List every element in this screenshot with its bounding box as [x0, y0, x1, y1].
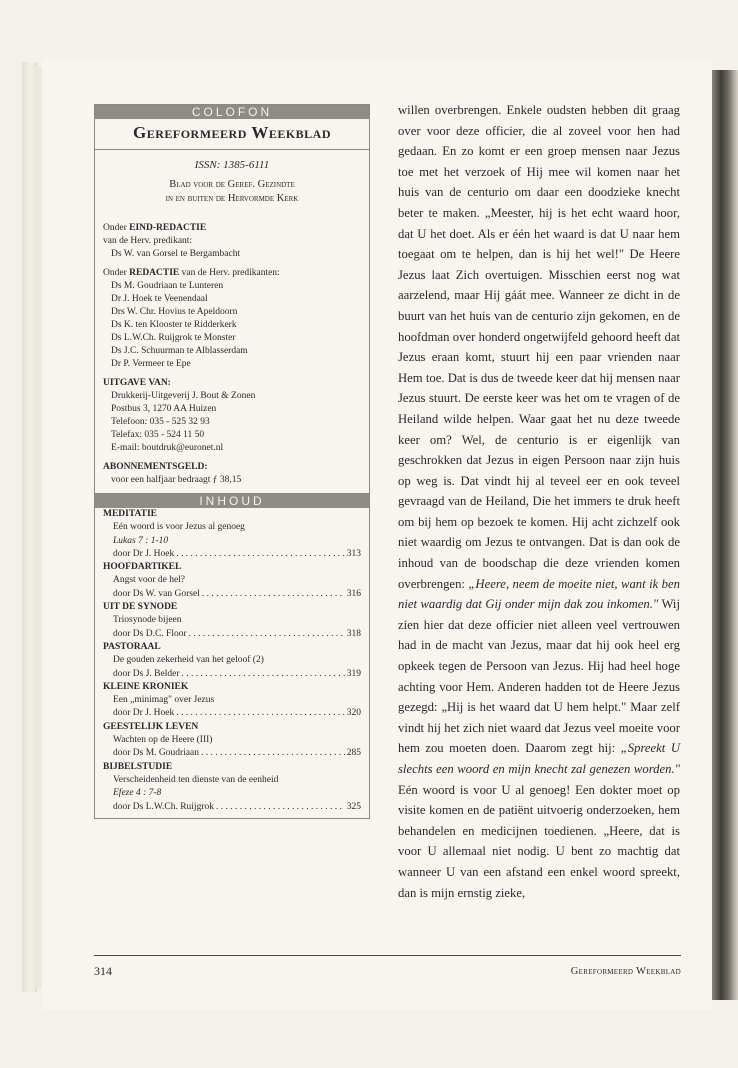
toc-leader-dots [216, 801, 345, 814]
toc-entry [95, 561, 369, 601]
toc-author: door Ds J. Belder [113, 668, 180, 679]
colofon-label: COLOFON [95, 105, 369, 119]
toc-scripture-ref: Efeze 4 : 7-8 [113, 788, 162, 799]
toc-byline [103, 707, 361, 720]
toc-leader-dots [201, 747, 345, 760]
toc-scripture-ref: Lukas 7 : 1-10 [113, 535, 169, 546]
redacteur: Ds M. Goudriaan te Lunteren [111, 281, 224, 291]
toc-byline [103, 548, 361, 561]
article-para-3: Eén woord is voor U al genoeg! Een dokter moet op visite komen en de patiënt uitvoerig onderzoeken, hem behandelen en medicijnen toedienen. „Heere, dat is voor U allemaal niet nodig. U bent zo machtig dat wanneer U van een afstand een enkel woord spreekt, dan is mijn ernstig zieke, [398, 782, 680, 900]
running-title: Gereformeerd Weekblad [570, 966, 681, 977]
colofon-title: Gereformeerd Weekblad [95, 119, 369, 150]
toc-article-title: Eén woord is voor Jezus al genoeg [113, 522, 245, 533]
article-quote-1: „Heere, neem de moeite niet, want ik ben niet waardig dat Gij onder mijn dak zou inkomen." [398, 576, 680, 612]
uitgever-fax: Telefax: 035 - 524 11 50 [111, 430, 205, 440]
eindredactie-heading: Onder EIND-REDACTIE [103, 223, 207, 233]
subtitle-line-2: in en buiten de Hervormde Kerk [165, 193, 299, 204]
article-column [398, 100, 680, 903]
toc-section-heading: MEDITATIE [103, 509, 158, 519]
redacteur: Dr P. Vermeer te Epe [111, 359, 191, 369]
inhoud-label: INHOUD [95, 494, 369, 508]
redacteur: Dr J. Hoek te Veenendaal [111, 294, 208, 304]
toc-leader-dots [176, 548, 345, 561]
uitgave-heading: UITGAVE VAN: [103, 378, 171, 388]
toc-article-title: Een „minimag" over Jezus [113, 695, 215, 706]
toc-page-number: 313 [346, 548, 361, 559]
toc-author: door Dr J. Hoek [113, 548, 175, 559]
toc-section-heading: PASTORAAL [103, 641, 161, 652]
abonnement-heading: ABONNEMENTSGELD: [103, 462, 208, 472]
redacteur: Drs W. Chr. Hovius te Apeldoorn [111, 307, 238, 317]
redacteur: Ds K. ten Klooster te Ridderkerk [111, 320, 237, 330]
article-quote-2: „Spreekt U slechts een woord en mijn knecht zal genezen worden." [398, 741, 680, 776]
toc-entry [95, 721, 369, 761]
toc-article-title: De gouden zekerheid van het geloof (2) [113, 655, 264, 666]
footer-rule [94, 955, 681, 956]
toc-author: door Ds D.C. Floor [113, 628, 187, 639]
toc-author: door Ds W. van Gorsel [113, 588, 200, 599]
page-edge-left [22, 62, 37, 992]
toc-page-number: 318 [346, 628, 361, 639]
toc-section-heading: HOOFDARTIKEL [103, 562, 182, 573]
colofon-box [94, 104, 370, 819]
table-of-contents [95, 508, 369, 814]
redacteur: Ds J.C. Schuurman te Alblasserdam [111, 346, 248, 356]
redacteur: Ds L.W.Ch. Ruijgrok te Monster [111, 333, 236, 343]
toc-byline [103, 628, 361, 641]
page-number: 314 [94, 964, 112, 978]
eindredacteur: Ds W. van Gorsel te Bergambacht [111, 249, 241, 259]
toc-article-title: Wachten op de Heere (III) [113, 735, 213, 746]
toc-section-heading: KLEINE KRONIEK [103, 681, 189, 692]
toc-article-title: Verscheidenheid ten dienste van de eenheid [113, 774, 279, 785]
uitgever-phone: Telefoon: 035 - 525 32 93 [111, 417, 210, 427]
redactie-heading: Onder REDACTIE van de Herv. predikanten: [103, 268, 280, 278]
toc-entry [95, 641, 369, 681]
colofon-details [95, 222, 369, 493]
eindredactie-sub: van de Herv. predikant: [103, 236, 193, 246]
article-para-2: Wij zien hier dat deze officier niet alleen veel vertrouwen had in de macht van Jezus, maar dat hij ook heel erg opkeek tegen de Persoon van Jezus. Hij had heel hoge achting voor Hem. Anderen hadden tot de Heere Jezus gezegd: „Hij is het waard dat U hem helpt." Maar zelf vindt hij het zich niet waard dat Jezus veel moeite voor hem zou moeten doen. Daarom zegt hij: [398, 597, 680, 756]
inhoud-section [95, 493, 369, 818]
toc-byline [103, 588, 361, 601]
subtitle-line-1: Blad voor de Geref. Gezindte [169, 179, 295, 190]
toc-leader-dots [189, 628, 345, 641]
uitgever-email: E-mail: boutdruk@euronet.nl [111, 443, 224, 453]
toc-entry [95, 681, 369, 721]
toc-byline [103, 801, 361, 814]
toc-page-number: 320 [346, 708, 361, 719]
toc-byline [103, 668, 361, 681]
uitgever-address: Postbus 3, 1270 AA Huizen [111, 404, 217, 414]
toc-page-number: 319 [346, 668, 361, 679]
toc-entry [95, 761, 369, 814]
article-para-1: willen overbrengen. Enkele oudsten hebben dit graag over voor deze officier, die al zoveel voor hen had gedaan. En zo komt er een groep mensen naar Jezus toe met het verzoek of Hij mee wil komen naar het huis van de centurio om daar een doodzieke knecht beter te maken. „Meester, hij is het echt waard hoor, dat U het doet. Als er één het waard is dat U naar hem toegaat om te helpen, dan is hij het wel!" De Heere Jezus laat Zich overtuigen. Misschien eerst nog wat aarzelend, maar Hij gáát mee. Wanneer ze dicht in de buurt van het huis van de centurio zijn gekomen, en de hoofdman over honderd ongetwijfeld gehoord heeft dat Jezus eraan komt, stuurt hij een paar vrienden naar Hem toe. Dat is dus de tweede keer dat hij mensen naar Jezus stuurt. De eerste keer was het om te vragen of de Heiland wilde helpen. Waar gaat het nu deze tweede keer om? Wel, de centurio is er eigenlijk van geschrokken dat Jezus in eigen Persoon naar zijn huis op weg is. Dat vindt hij al teveel eer en ook teveel gevraagd van de Heiland, Die het immers te druk heeft om bij hem op bezoek te komen. Hij acht zichzelf ook niet waardig om Jezus te ontvangen. Dat is dan ook de inhoud van de boodschap die deze vrienden komen overbrengen: [398, 103, 680, 591]
toc-page-number: 325 [346, 801, 361, 812]
abonnement-price: voor een halfjaar bedraagt ƒ 38,15 [111, 475, 242, 485]
toc-leader-dots [176, 707, 345, 720]
toc-byline [103, 747, 361, 760]
toc-page-number: 285 [346, 748, 361, 759]
toc-leader-dots [202, 588, 345, 601]
toc-section-heading: GEESTELIJK LEVEN [103, 721, 199, 732]
toc-article-title: Angst voor de hel? [113, 575, 186, 586]
colofon-subtitle [95, 178, 369, 206]
toc-page-number: 316 [346, 588, 361, 599]
toc-author: door Dr J. Hoek [113, 708, 175, 719]
toc-author: door Ds M. Goudriaan [113, 748, 200, 759]
toc-article-title: Triosynode bijeen [113, 615, 182, 626]
toc-section-heading: UIT DE SYNODE [103, 602, 178, 613]
toc-section-heading: BIJBELSTUDIE [103, 761, 173, 772]
uitgever-name: Drukkerij-Uitgeverij J. Bout & Zonen [111, 391, 256, 401]
toc-leader-dots [182, 668, 345, 681]
book-spine-edge [712, 70, 738, 1000]
issn: ISSN: 1385-6111 [194, 159, 270, 171]
article-text [398, 100, 680, 903]
toc-author: door Ds L.W.Ch. Ruijgrok [113, 801, 214, 812]
toc-entry [95, 508, 369, 561]
toc-entry [95, 601, 369, 641]
